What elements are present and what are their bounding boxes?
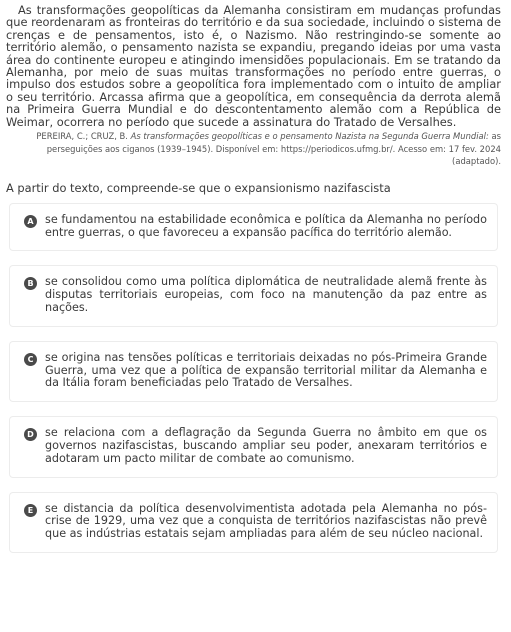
option-c[interactable] — [9, 341, 498, 402]
option-text: se relaciona com a deflagração da Segunda Guerra no âmbito em que os governos nazifascistas, buscando ampliar seu poder, anexaram territórios e adotaram um pacto militar de combate ao comunismo. — [45, 426, 487, 465]
option-b[interactable] — [9, 265, 498, 326]
option-letter-badge: C — [24, 353, 37, 366]
citation-rest: as perseguições aos ciganos (1939–1945). Disponível em: https://periodicos.ufmg.br/. Acesso em: 17 fev. 2024 (adaptado). — [46, 131, 501, 167]
option-text: se distancia da política desenvolvimentista adotada pela Alemanha no pós-crise de 1929, uma vez que a conquista de territórios nazifascistas não prevê que as indústrias estatais sejam ampliadas para além de seu núcleo nacional. — [45, 501, 487, 541]
option-e[interactable] — [9, 492, 498, 553]
answer-options — [6, 203, 501, 553]
option-text: se consolidou como uma política diplomática de neutralidade alemã frente às disputas territoriais europeias, com foco na manutenção da paz entre as nações. — [45, 275, 487, 315]
option-letter-badge: B — [24, 277, 37, 290]
option-text: se origina nas tensões políticas e territoriais deixadas no pós-Primeira Grande Guerra, uma vez que a política de expansão territorial militar da Alemanha e da Itália foram beneficiadas pelo Tratado de Versalhes. — [45, 350, 487, 390]
citation-authors: PEREIRA, C.; CRUZ, B. — [36, 131, 128, 142]
option-a[interactable] — [9, 203, 498, 252]
option-d[interactable] — [9, 416, 498, 477]
option-letter-badge: A — [24, 215, 37, 228]
question-stem: A partir do texto, compreende-se que o expansionismo nazifascista — [6, 180, 391, 195]
passage-text — [6, 0, 501, 128]
option-text: se fundamentou na estabilidade econômica e política da Alemanha no período entre guerras, o que favoreceu a expansão pacífica do território alemão. — [45, 212, 487, 239]
passage-body: As transformações geopolíticas da Alemanha consistiram em mudanças profundas que reordenaram as fronteiras do território e da sua sociedade, incluindo o sistema de crenças e de pensamentos, isto é, o Nazismo. Não restringindo-se somente ao território alemão, o pensamento nazista se expandiu, pregando ideias por uma vasta área do continente europeu e atingindo imensidões populacionais. Em se tratando da Alemanha, por meio de suas muitas transformações no período entre guerras, o impulso dos estudos sobre a geopolítica fora implementado com o intuito de ampliar o seu território. Arcassa afirma que a geopolítica, em consequência da derrota alemã na Primeira Guerra Mundial e do descontentamento alemão com a República de Weimar, ocorrera no período que sucede a assinatura do Tratado de Versalhes. — [6, 3, 501, 129]
citation-title: As transformações geopolíticas e o pensamento Nazista na Segunda Guerra Mundial: — [130, 131, 489, 142]
citation — [6, 130, 501, 168]
option-letter-badge: E — [24, 504, 37, 517]
option-letter-badge: D — [24, 428, 37, 441]
